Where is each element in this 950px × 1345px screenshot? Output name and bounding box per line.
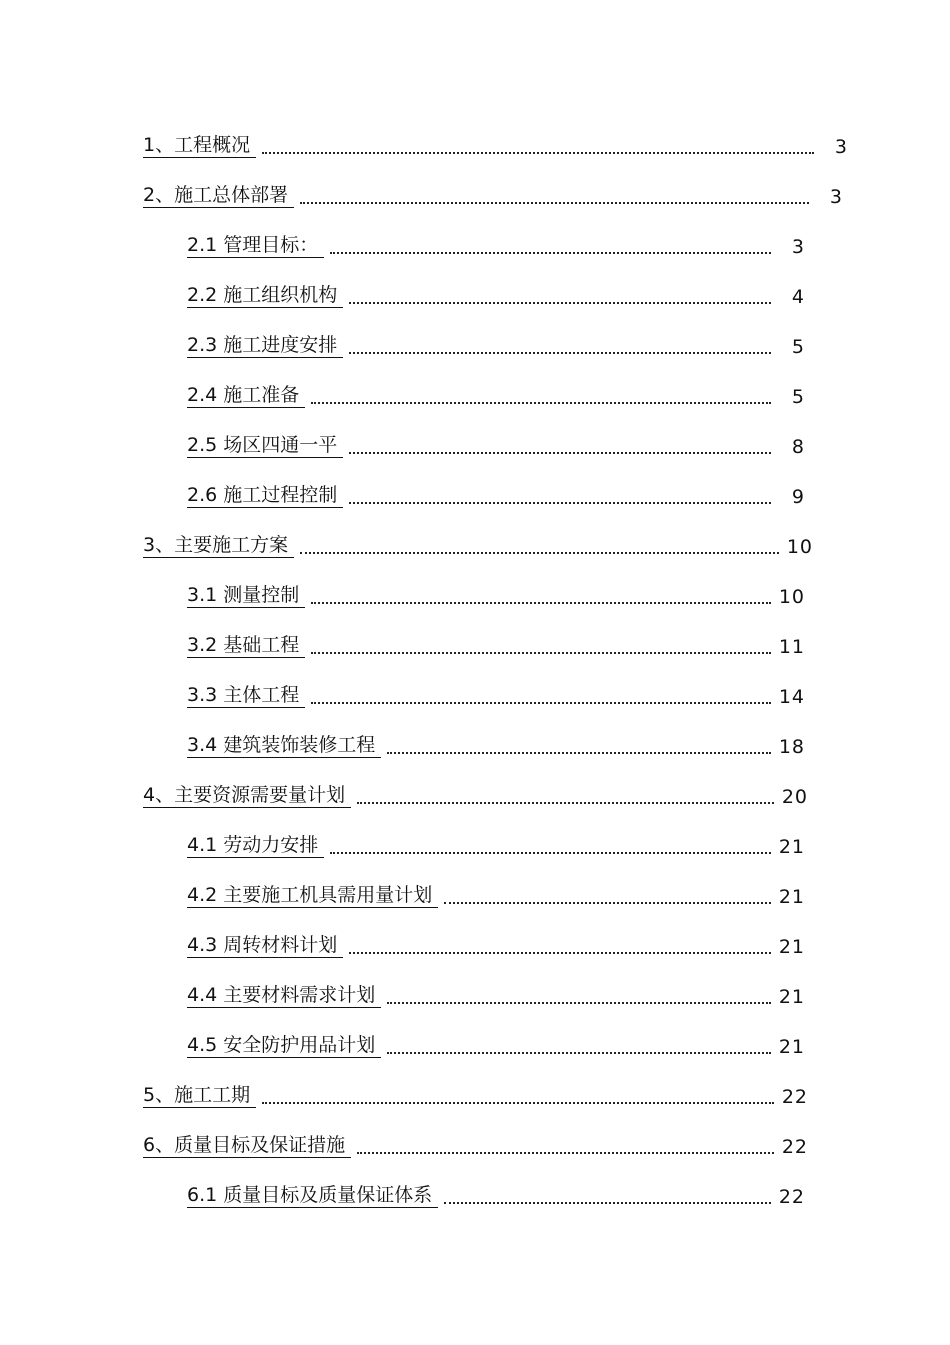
toc-entry-2-2[interactable] — [187, 278, 805, 308]
dot-leader — [349, 336, 771, 358]
toc-entry-title: 2.4 施工准备 — [187, 384, 305, 408]
dot-leader — [262, 136, 814, 158]
toc-entry-2[interactable] — [143, 178, 843, 208]
toc-entry-4-2[interactable] — [187, 878, 805, 908]
toc-entry-3[interactable] — [143, 528, 813, 558]
toc-entry-title: 4.5 安全防护用品计划 — [187, 1034, 381, 1058]
dot-leader — [330, 836, 771, 858]
toc-entry-title: 4.4 主要材料需求计划 — [187, 984, 381, 1008]
toc-entry-title: 3.3 主体工程 — [187, 684, 305, 708]
toc-entry-6[interactable] — [143, 1128, 808, 1158]
dot-leader — [349, 486, 771, 508]
toc-entry-page: 3 — [829, 186, 843, 208]
toc-entry-2-6[interactable] — [187, 478, 805, 508]
toc-entry-title: 4.3 周转材料计划 — [187, 934, 343, 958]
toc-entry-title: 2、施工总体部署 — [143, 184, 294, 208]
dot-leader — [387, 736, 771, 758]
toc-entry-page: 3 — [834, 136, 848, 158]
toc-entry-3-1[interactable] — [187, 578, 805, 608]
toc-entry-title: 2.1 管理目标： — [187, 234, 324, 258]
dot-leader — [387, 1036, 771, 1058]
toc-entry-page: 4 — [791, 286, 805, 308]
toc-entry-page: 5 — [791, 336, 805, 358]
dot-leader — [300, 536, 779, 558]
toc-entry-6-1[interactable] — [187, 1178, 805, 1208]
dot-leader — [349, 936, 771, 958]
toc-entry-3-2[interactable] — [187, 628, 805, 658]
toc-entry-page: 21 — [778, 886, 805, 908]
toc-entry-page: 10 — [778, 586, 805, 608]
toc-entry-4[interactable] — [143, 778, 808, 808]
toc-entry-page: 18 — [778, 736, 805, 758]
toc-entry-page: 10 — [786, 536, 813, 558]
dot-leader — [387, 986, 771, 1008]
dot-leader — [357, 1136, 774, 1158]
toc-entry-title: 2.5 场区四通一平 — [187, 434, 343, 458]
dot-leader — [444, 886, 771, 908]
dot-leader — [311, 586, 771, 608]
toc-entry-title: 1、工程概况 — [143, 134, 256, 158]
toc-entry-4-5[interactable] — [187, 1028, 805, 1058]
toc-entry-title: 4、主要资源需要量计划 — [143, 784, 351, 808]
toc-entry-title: 3.2 基础工程 — [187, 634, 305, 658]
toc-entry-2-1[interactable] — [187, 228, 805, 258]
dot-leader — [311, 636, 771, 658]
toc-entry-title: 2.6 施工过程控制 — [187, 484, 343, 508]
toc-entry-page: 20 — [781, 786, 808, 808]
toc-entry-title: 6.1 质量目标及质量保证体系 — [187, 1184, 438, 1208]
toc-entry-2-3[interactable] — [187, 328, 805, 358]
dot-leader — [262, 1086, 774, 1108]
toc-entry-page: 5 — [791, 386, 805, 408]
toc-entry-page: 22 — [781, 1086, 808, 1108]
toc-entry-5[interactable] — [143, 1078, 808, 1108]
toc-entry-page: 21 — [778, 836, 805, 858]
toc-entry-page: 8 — [791, 436, 805, 458]
dot-leader — [311, 386, 771, 408]
dot-leader — [357, 786, 774, 808]
toc-entry-title: 4.2 主要施工机具需用量计划 — [187, 884, 438, 908]
toc-entry-page: 9 — [791, 486, 805, 508]
toc-entry-title: 2.2 施工组织机构 — [187, 284, 343, 308]
toc-entry-title: 6、质量目标及保证措施 — [143, 1134, 351, 1158]
toc-entry-title: 3.1 测量控制 — [187, 584, 305, 608]
toc-entry-page: 11 — [778, 636, 805, 658]
toc-entry-3-4[interactable] — [187, 728, 805, 758]
dot-leader — [311, 686, 771, 708]
toc-entry-2-5[interactable] — [187, 428, 805, 458]
toc-entry-page: 21 — [778, 986, 805, 1008]
toc-entry-3-3[interactable] — [187, 678, 805, 708]
toc-entry-page: 22 — [781, 1136, 808, 1158]
toc-entry-title: 5、施工工期 — [143, 1084, 256, 1108]
toc-entry-page: 3 — [791, 236, 805, 258]
toc-entry-1[interactable] — [143, 128, 848, 158]
toc-entry-title: 4.1 劳动力安排 — [187, 834, 324, 858]
toc-entry-page: 21 — [778, 936, 805, 958]
toc-entry-title: 3、主要施工方案 — [143, 534, 294, 558]
dot-leader — [349, 286, 771, 308]
toc-entry-4-1[interactable] — [187, 828, 805, 858]
dot-leader — [330, 236, 771, 258]
toc-entry-4-3[interactable] — [187, 928, 805, 958]
toc-entry-page: 14 — [778, 686, 805, 708]
toc-entry-4-4[interactable] — [187, 978, 805, 1008]
dot-leader — [300, 186, 809, 208]
toc-entry-title: 3.4 建筑装饰装修工程 — [187, 734, 381, 758]
dot-leader — [444, 1186, 771, 1208]
toc-entry-title: 2.3 施工进度安排 — [187, 334, 343, 358]
toc-entry-2-4[interactable] — [187, 378, 805, 408]
toc-entry-page: 21 — [778, 1036, 805, 1058]
toc-entry-page: 22 — [778, 1186, 805, 1208]
dot-leader — [349, 436, 771, 458]
